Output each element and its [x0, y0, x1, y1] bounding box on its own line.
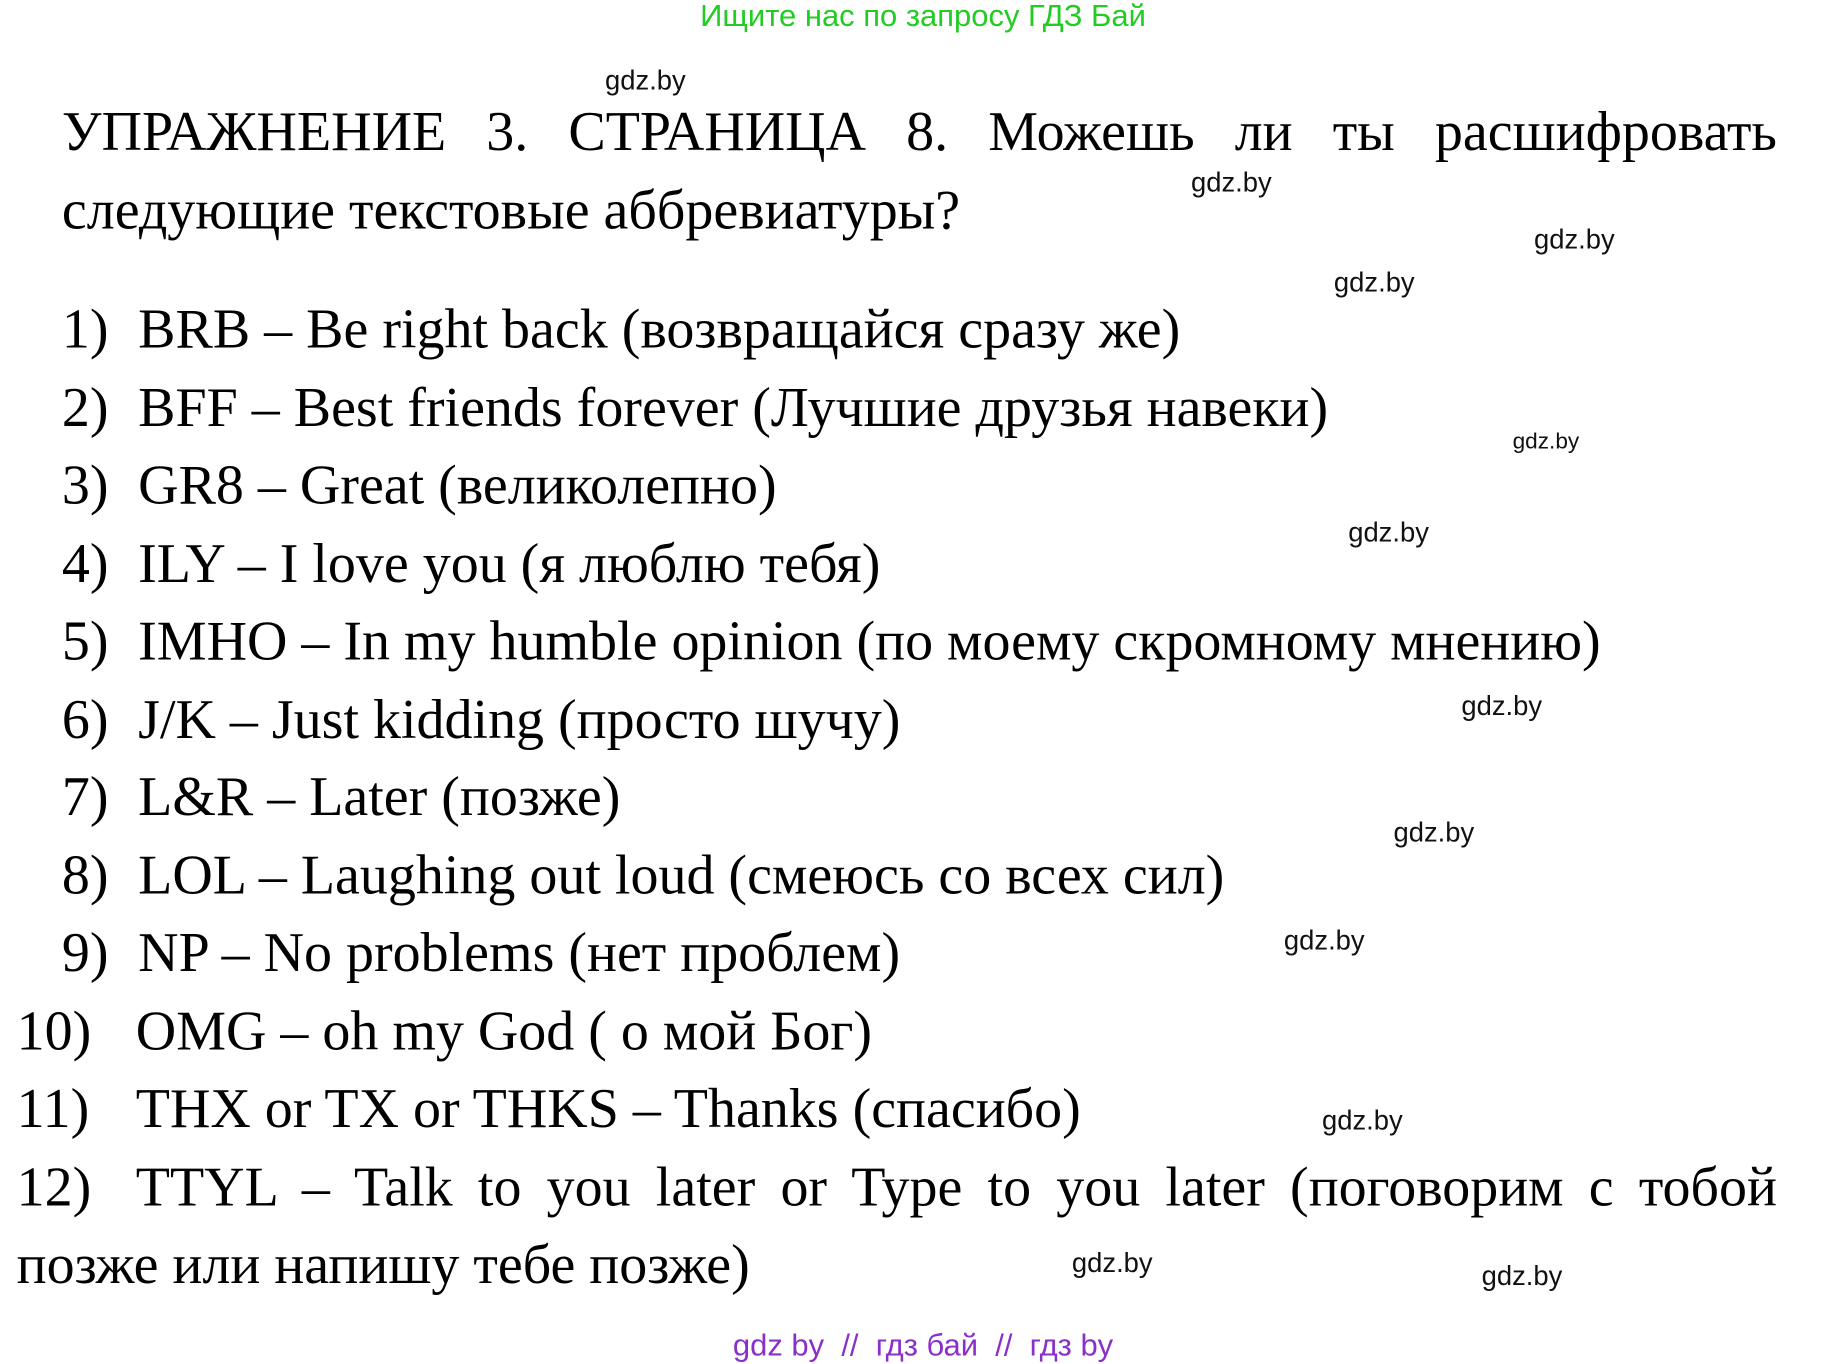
watermark: gdz.by [1283, 924, 1365, 956]
item-number: 4) [61, 533, 109, 595]
item-number: 12) [16, 1156, 92, 1219]
list-item [61, 377, 1329, 440]
watermark: gdz.by [1461, 690, 1543, 722]
item-text: BFF – Best friends forever (Лучшие друзья навеки) [138, 377, 1329, 440]
watermark: gdz.by [1348, 516, 1429, 548]
item-number: 10) [16, 1000, 92, 1063]
item-text: OMG – oh my God ( о мой Бог) [135, 1000, 872, 1063]
list-item [61, 298, 1181, 361]
heading-line-1: УПРАЖНЕНИЕ 3. СТРАНИЦА 8. Можешь ли ты расшифровать [61, 101, 1777, 164]
item-text: L&R – Later (позже) [138, 766, 621, 829]
list-item [61, 766, 621, 829]
item-number: 2) [61, 377, 109, 440]
list-item [61, 689, 901, 751]
watermark: gdz.by [1333, 266, 1415, 298]
watermark: gdz.by [1191, 166, 1272, 198]
item-text: THX or TX or THKS – Thanks (спасибо) [135, 1078, 1081, 1141]
item-text: J/K – Just kidding (просто шучу) [138, 689, 901, 751]
search-banner: Ищите нас по запросу ГДЗ Бай [700, 0, 1146, 34]
list-item [61, 844, 1225, 907]
item-text: LOL – Laughing out loud (смеюсь со всех сил) [138, 844, 1225, 907]
watermark: gdz.by [1071, 1247, 1153, 1279]
item-number: 8) [61, 844, 109, 907]
item-number: 11) [16, 1078, 90, 1141]
item-number: 9) [61, 922, 109, 985]
item-number: 5) [61, 610, 109, 673]
list-item [16, 1156, 1777, 1219]
watermark: gdz.by [1534, 223, 1615, 255]
footer-banner: gdz by // гдз бай // гдз by [732, 1326, 1114, 1363]
list-item [61, 533, 881, 595]
list-item [16, 1078, 1081, 1141]
watermark: gdz.by [1512, 429, 1580, 455]
item-number: 6) [61, 689, 109, 751]
list-item [16, 1000, 872, 1063]
heading-line-2: следующие текстовые аббревиатуры? [61, 179, 961, 242]
list-item [61, 454, 777, 517]
item-text: IMHO – In my humble opinion (по моему скромному мнению) [138, 610, 1601, 673]
watermark: gdz.by [1322, 1104, 1403, 1136]
item-text: ILY – I love you (я люблю тебя) [138, 533, 881, 595]
watermark: gdz.by [1393, 816, 1475, 848]
item-number: 1) [61, 298, 109, 361]
item-text-continued: позже или напишу тебе позже) [16, 1234, 750, 1296]
list-item [61, 610, 1601, 673]
item-text: NP – No problems (нет проблем) [138, 922, 901, 985]
item-number: 3) [61, 454, 109, 517]
item-text: BRB – Be right back (возвращайся сразу же) [138, 298, 1181, 361]
item-text: GR8 – Great (великолепно) [138, 454, 777, 517]
watermark: gdz.by [1481, 1260, 1563, 1292]
list-item [61, 922, 901, 985]
item-number: 7) [61, 766, 109, 829]
watermark: gdz.by [605, 64, 686, 96]
item-text: TTYL – Talk to you later or Type to you later (поговорим с тобой [135, 1156, 1777, 1219]
